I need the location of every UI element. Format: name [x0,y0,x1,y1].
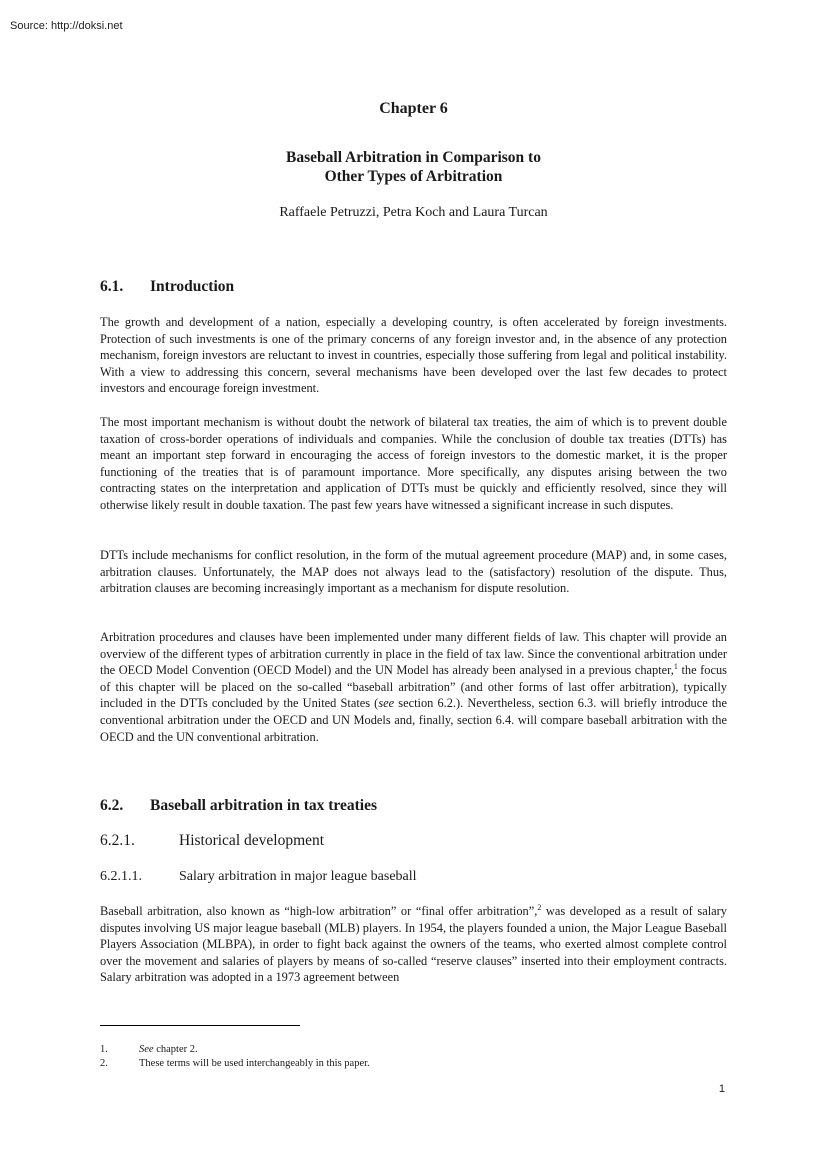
footnote-ref-1[interactable]: 1 [673,662,678,672]
paragraph-5 [100,903,727,986]
chapter-title-line-1: Baseball Arbitration in Comparison to [286,149,541,166]
source-label: Source: http://doksi.net [10,20,123,32]
paragraph-5-text-a: Baseball arbitration, also known as “high-low arbitration” or “final offer arbitration”, [100,904,538,918]
footnote-divider [100,1025,300,1026]
authors: Raffaele Petruzzi, Petra Koch and Laura Turcan [279,205,548,220]
chapter-title [0,148,827,186]
chapter-title-line-2: Other Types of Arbitration [324,168,503,185]
paragraph-4 [100,629,727,745]
section-number: 6.2. [100,797,124,814]
section-title: Introduction [150,278,235,295]
footnote-1 [100,1044,198,1055]
page-number: 1 [718,1083,725,1095]
paragraph-4-text-c: section 6.2.). Nevertheless, section 6.3. will briefly introduce the conventional arbitration under the OECD and UN Models and, finally, section 6.4. will compare baseball arbitration with the OECD and the UN conventional arbitration. [100,696,727,744]
paragraph-4-text-a: Arbitration procedures and clauses have been implemented under many different fields of law. This chapter will provide an overview of the different types of arbitration currently in place in the field of tax law. Since the conventional arbitration under the OECD Model Convention (OECD Model) and the UN Model has already been analysed in a previous chapter, [100,630,727,678]
subsection-number: 6.2.1. [100,832,135,849]
footnote-number: 1. [100,1044,108,1055]
section-heading-baseball-arbitration [100,797,377,815]
subsection-heading-historical [100,832,324,850]
section-heading-introduction [100,278,234,296]
paragraph-4-text-b: the focus of this chapter will be placed on the so-called “baseball arbitration” (and other forms of last offer arbitration), typically included in the DTTs concluded by the United States ( [100,663,728,711]
subsubsection-number: 6.2.1.1. [100,869,142,884]
subsubsection-title: Salary arbitration in major league baseball [179,869,417,884]
footnote-ref-2[interactable]: 2 [537,902,542,912]
paragraph-3: DTTs include mechanisms for conflict resolution, in the form of the mutual agreement procedure (MAP) and, in some cases, arbitration clauses. Unfortunately, the MAP does not always lead to the (satisfactory) resolution of the dispute. Thus, arbitration clauses are becoming increasingly important as a mechanism for dispute resolution. [100,548,727,596]
footnote-2 [100,1058,370,1069]
footnote-text: chapter 2. [153,1044,198,1055]
paragraph-1: The growth and development of a nation, especially a developing country, is often accelerated by foreign investments. Protection of such investments is one of the primary concerns of any foreign investor and, in the absence of any protection mechanism, foreign investors are reluctant to invest in countries, especially those suffering from legal and political instability. With a view to addressing this concern, several mechanisms have been developed over the last few decades to protect investors and encourage foreign investment. [100,315,727,396]
subsubsection-heading-salary [100,869,417,885]
see-italic: see [378,696,395,711]
footnote-text: These terms will be used interchangeably in this paper. [139,1058,370,1069]
footnote-see-italic: See [139,1044,154,1055]
chapter-heading: Chapter 6 [379,100,448,117]
paragraph-5-text-b: was developed as a result of salary disputes involving US major league baseball (MLB) players. In 1954, the players founded a union, the Major League Baseball Players Association (MLBPA), in order to fight back against the owners of the teams, who exerted almost complete control over the movement and salaries of players by means of so-called “reserve clauses” inserted into their employment contracts. Salary arbitration was adopted in a 1973 agreement between [100,904,727,985]
subsection-title: Historical development [179,832,325,849]
section-title: Baseball arbitration in tax treaties [150,797,378,814]
paragraph-2: The most important mechanism is without doubt the network of bilateral tax treaties, the aim of which is to prevent double taxation of cross-border operations of individuals and companies. While the conclusion of double tax treaties (DTTs) has meant an important step forward in encouraging the access of foreign investors to the domestic market, it is the proper functioning of the treaties that is of paramount importance. More specifically, any disputes arising between the two contracting states on the interpretation and application of DTTs must be quickly and efficiently resolved, since they will otherwise likely result in double taxation. The past few years have witnessed a significant increase in such disputes. [100,415,727,512]
footnote-number: 2. [100,1058,108,1069]
section-number: 6.1. [100,278,124,295]
